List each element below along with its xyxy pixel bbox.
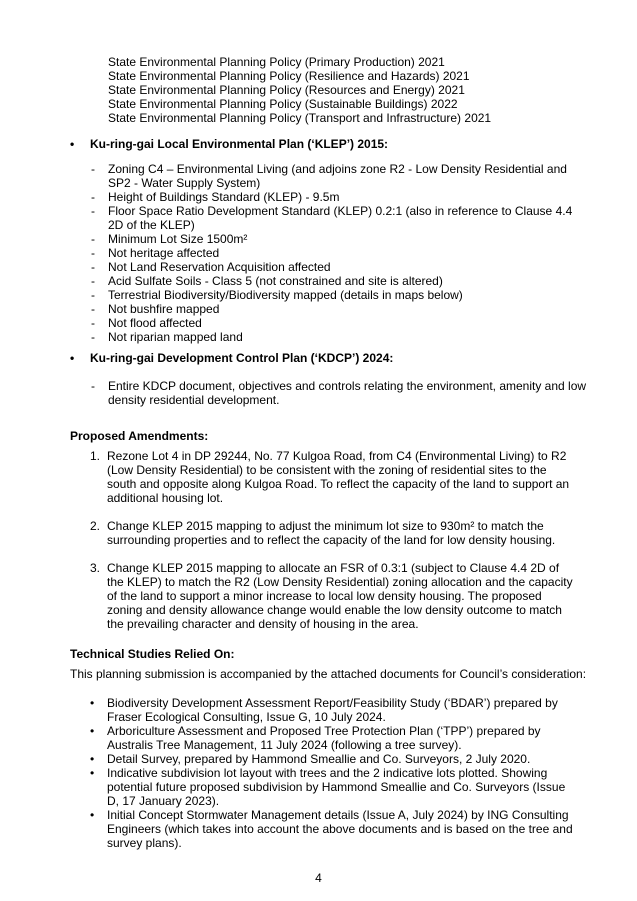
studies-heading: Technical Studies Relied On: (70, 647, 235, 661)
dash-icon: - (91, 330, 95, 344)
list-item: - Not Land Reservation Acquisition affected (91, 260, 331, 274)
dash-icon: - (91, 302, 95, 316)
page-number: 4 (315, 871, 322, 885)
list-item: - Height of Buildings Standard (KLEP) - 9.5m (91, 190, 340, 204)
bullet-icon: • (90, 752, 95, 766)
list-item: - Terrestrial Biodiversity/Biodiversity mapped (details in maps below) (91, 288, 463, 302)
list-item: • Biodiversity Development Assessment Report/Feasibility Study (‘BDAR’) prepared by Fraser Ecological Consulting, Issue G, 10 July 2024. (90, 696, 558, 724)
dash-icon: - (91, 379, 95, 393)
dash-icon: - (91, 274, 95, 288)
list-item: - Zoning C4 – Environmental Living (and adjoins zone R2 - Low Density Residential and SP2 - Water Supply System) (91, 162, 567, 190)
dash-icon: - (91, 162, 95, 176)
dash-icon: - (91, 316, 95, 330)
sepp-list (108, 55, 491, 125)
dash-icon: - (91, 246, 95, 260)
sepp-item: State Environmental Planning Policy (Sustainable Buildings) 2022 (108, 97, 458, 111)
list-item: - Acid Sulfate Soils - Class 5 (not constrained and site is altered) (91, 274, 443, 288)
sepp-item: State Environmental Planning Policy (Primary Production) 2021 (108, 55, 445, 69)
list-item: • Arboriculture Assessment and Proposed Tree Protection Plan (‘TPP’) prepared by Australis Tree Management, 11 July 2024 (following a tree survey). (90, 724, 541, 752)
klep-heading-text: Ku-ring-gai Local Environmental Plan (‘KLEP’) 2015: (90, 137, 389, 151)
studies-intro: This planning submission is accompanied by the attached documents for Council’s consideration: (70, 667, 587, 681)
dash-icon: - (91, 232, 95, 246)
list-item: - Minimum Lot Size 1500m² (91, 232, 248, 246)
list-item: • Detail Survey, prepared by Hammond Smeallie and Co. Surveyors, 2 July 2020. (90, 752, 531, 766)
kdcp-list (91, 379, 588, 407)
bullet-icon: • (90, 696, 95, 710)
list-item: - Floor Space Ratio Development Standard (KLEP) 0.2:1 (also in reference to Clause 4.4 2D of the KLEP) (91, 204, 573, 232)
list-item: • Initial Concept Stormwater Management details (Issue A, July 2024) by ING Consulting Engineers (which takes into account the above documents and is based on the tree and survey plans). (90, 808, 573, 850)
list-item: - Not flood affected (91, 316, 202, 330)
list-item: - Not riparian mapped land (91, 330, 243, 344)
bullet-icon: • (90, 766, 95, 780)
amendments-heading: Proposed Amendments: (70, 429, 209, 443)
bullet-icon: • (70, 351, 75, 365)
kdcp-heading (70, 351, 393, 365)
bullet-icon: • (90, 724, 95, 738)
sepp-item: State Environmental Planning Policy (Resources and Energy) 2021 (108, 83, 465, 97)
list-item: - Not bushfire mapped (91, 302, 220, 316)
klep-list (91, 162, 588, 344)
dash-icon: - (91, 260, 95, 274)
sepp-item: State Environmental Planning Policy (Transport and Infrastructure) 2021 (108, 111, 492, 125)
list-item: 3. Change KLEP 2015 mapping to allocate an FSR of 0.3:1 (subject to Clause 4.4 2D of the KLEP) to match the R2 (Low Density Residential) zoning allocation and the capacity of the land to support a minor increase to local low density housing. The proposed zoning and density allowance change would enable the low density outcome to match the prevailing character and density of housing in the area. (90, 561, 573, 631)
amendments-list (90, 449, 577, 645)
klep-heading (70, 137, 388, 151)
list-item: - Not heritage affected (91, 246, 220, 260)
studies-list (90, 696, 577, 850)
bullet-icon: • (90, 808, 95, 822)
list-item: - Entire KDCP document, objectives and controls relating the environment, amenity and low density residential development. (91, 379, 587, 407)
list-item: 2. Change KLEP 2015 mapping to adjust the minimum lot size to 930m² to match the surrounding properties and to reflect the capacity of the land for low density housing. (90, 519, 556, 547)
list-item: 1. Rezone Lot 4 in DP 29244, No. 77 Kulgoa Road, from C4 (Environmental Living) to R2 (Low Density Residential) to be consistent with the zoning of residential sites to the south and opposite along Kulgoa Road. To reflect the capacity of the land to support an additional housing lot. (90, 449, 570, 505)
dash-icon: - (91, 190, 95, 204)
sepp-item: State Environmental Planning Policy (Resilience and Hazards) 2021 (108, 69, 470, 83)
list-item: • Indicative subdivision lot layout with trees and the 2 indicative lots plotted. Showing potential future proposed subdivision by Hammond Smeallie and Co. Surveyors (Issue D, 17 January 2023). (90, 766, 566, 808)
dash-icon: - (91, 288, 95, 302)
bullet-icon: • (70, 137, 75, 151)
dash-icon: - (91, 204, 95, 218)
kdcp-heading-text: Ku-ring-gai Development Control Plan (‘KDCP’) 2024: (90, 351, 394, 365)
